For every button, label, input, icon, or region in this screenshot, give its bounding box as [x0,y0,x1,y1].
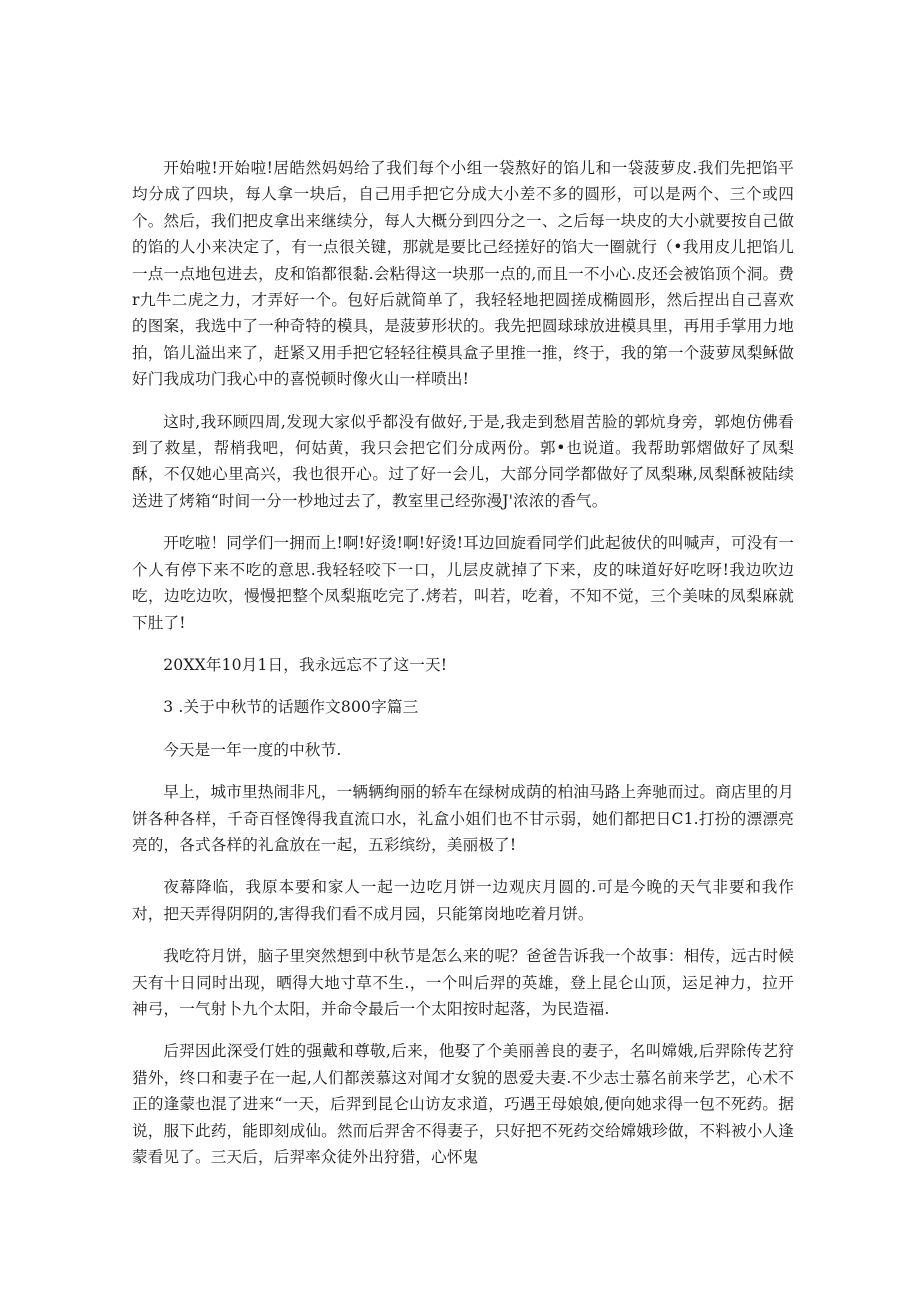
document-body [132,155,794,1186]
paragraph-morning-city: 早上，城市里热闹非凡，一辆辆绚丽的轿车在绿树成荫的柏油马路上奔驰而过。商店里的月饼各种各样，千奇百怪馋得我直流口水，礼盒小姐们也不甘示弱，她们都把日C1.打扮的漂漂亮亮的，各式各样的礼盒放在一起，五彩缤纷，美丽极了! [132,783,794,854]
paragraph-eating: 开吃啦！同学们一拥而上!啊!好烫!啊!好烫!耳边回旋看同学们此起彼伏的叫喊声，可没有一个人有停下来不吃的意思.我轻轻咬下一口，儿层皮就掉了下来，皮的味道好好吃呀!我边吹边吃，边吃边吹，慢慢把整个凤梨瓶吃完了.烤若，叫若，吃着，不知不觉，三个美味的凤梨麻就下肚了! [132,534,794,632]
paragraph-helping-classmate: 这时,我环顾四周,发现大家似乎都没有做好,于是,我走到愁眉苦脸的郭炕身旁，郭炮仿佛看到了救星，帮梢我吧，何姑黄，我只会把它们分成两份。郭•也说道。我帮助郭熠做好了凤梨酥，不仅她心里高兴，我也很开心。过了好一会儿，大部分同学都做好了凤梨琳,凤梨酥被陆续送进了烤箱“时间一分一杪地过去了，教室里己经弥漫J'浓浓的香气。 [132,412,794,510]
paragraph-making-pastry: 开始啦!开始啦!居皓然妈妈给了我们每个小组一袋熬好的馅儿和一袋菠萝皮.我们先把馅平均分成了四块，每人拿一块后，自己用手把它分成大小差不多的圆形，可以是两个、三个或四个。然后，我们把皮拿出来继续分，每人大概分到四分之一、之后每一块皮的大小就要按自己做的馅的人小来决定了，有一点很关键，那就是要比己经搓好的馅大一圈就行（•我用皮儿把馅儿一点一点地包进去，皮和馅都很黏.会粘得这一块那一点的,而且一不小心.皮还会被馅顶个洞。费r九牛二虎之力，才弄好一个。包好后就简单了，我轻轻地把圆搓成椭圆形，然后捏出自己喜欢的图案，我选中了一种奇特的模具，是菠萝形状的。我先把圆球球放进模具里，再用手掌用力地拍，馅儿溢出来了，赶紧又用手把它轻轻往模具盒子里推一推，终于，我的第一个菠萝凤梨稣做好门我成功门我心中的喜悦顿时像火山一样喷出! [132,159,794,389]
section-heading: 3 .关于中秋节的话题作文800字篇三 [163,698,419,717]
paragraph-date: 20XX年10月1日，我永远忘不了这一天! [163,655,448,674]
paragraph-evening: 夜幕降临，我原本要和家人一起一边吃月饼一边观庆月圆的.可是今晚的天气非要和我作对，把天弄得阴阴的,害得我们看不成月园，只能第岗地吃着月饼。 [132,878,794,923]
paragraph-mid-autumn-intro: 今天是一年一度的中秋节. [163,740,342,759]
paragraph-houyi-change: 后羿因此深受仃姓的强戴和尊敬,后来，他娶了个美丽善良的妻子，名叫嫦娥,后羿除传艺狩猎外，终口和妻子在一起,人们都羡慕这对闻才女貌的恩爱夫妻.不少志士慕名前来学艺，心术不正的逢蒙也混了进来“一天，后羿到昆仑山访友求道，巧遇王母娘娘,便向她求得一包不死药。据说，服下此药，能即刻成仙。然而后羿舍不得妻子，只好把不死药交给嫦娥珍做，不料被小人逢蒙看见了。三天后，后羿率众徒外出狩猎，心怀鬼 [132,1042,794,1166]
paragraph-legend: 我吃符月饼，脑子里突然想到中秋节是怎么来的呢？爸爸告诉我一个故事：相传，远古时候天有十日同时出现，晒得大地寸草不生.，一个叫后羿的英雄，登上昆仑山顶，运足神力，拉开神弓，一气射卜九个太阳，并命令最后一个太阳按时起落，为民造福. [132,947,794,1018]
